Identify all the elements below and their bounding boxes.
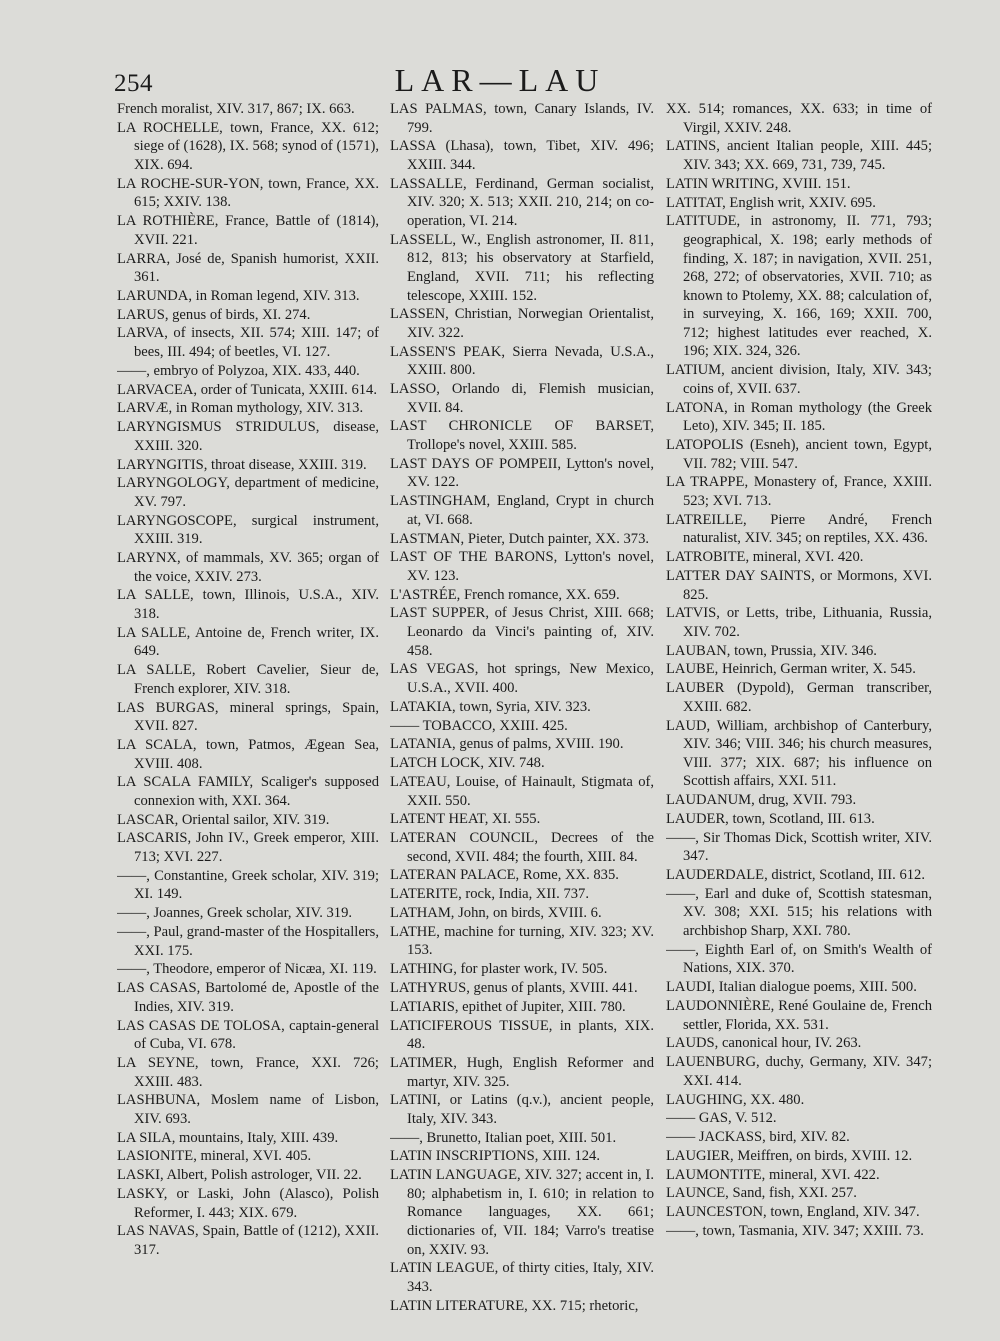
index-entry: LA SALLE, Robert Cavelier, Sieur de, French explorer, XIV. 318.	[117, 662, 379, 697]
index-entry: LATVIS, or Letts, tribe, Lithuania, Russia, XIV. 702.	[666, 605, 932, 640]
index-entry: LAST SUPPER, of Jesus Christ, XIII. 668; Leonardo da Vinci's painting of, XIV. 458.	[390, 605, 654, 659]
index-entry: LAUGHING, XX. 480.	[666, 1091, 805, 1108]
index-entry: ——, town, Tasmania, XIV. 347; XXIII. 73.	[666, 1223, 924, 1239]
index-entry: ——, Earl and duke of, Scottish statesman, XV. 308; XXI. 515; his relations with archbishop Sharp, XXI. 780.	[666, 885, 932, 940]
index-entry: —— JACKASS, bird, XIV. 82.	[666, 1129, 850, 1146]
index-entry: LATIN LITERATURE, XX. 715; rhetoric,	[390, 1297, 639, 1314]
index-entry: LATENT HEAT, XI. 555.	[390, 811, 541, 828]
index-entry: LA SEYNE, town, France, XXI. 726; XXIII. 483.	[117, 1054, 379, 1090]
index-entry: LASTINGHAM, England, Crypt in church at, VI. 668.	[390, 493, 654, 528]
index-entry: LAST DAYS OF POMPEII, Lytton's novel, XV. 122.	[390, 455, 654, 491]
index-entry: L'ASTRÉE, French romance, XX. 659.	[390, 586, 620, 603]
index-column-3	[666, 100, 932, 1320]
index-entry: LATHE, machine for turning, XIV. 323; XV. 153.	[390, 923, 654, 959]
index-entry: LARYNGOLOGY, department of medicine, XV. 797.	[117, 475, 379, 510]
index-entry: LATIN WRITING, XVIII. 151.	[666, 175, 851, 192]
index-entry: ——, Theodore, emperor of Nicæa, XI. 119.	[117, 961, 377, 978]
index-entry: LAS CASAS, Bartolomé de, Apostle of the Indies, XIV. 319.	[117, 980, 379, 1015]
index-entry: LATIN INSCRIPTIONS, XIII. 124.	[390, 1148, 600, 1165]
index-entry: LATHYRUS, genus of plants, XVIII. 441.	[390, 979, 638, 996]
index-entry: LATAKIA, town, Syria, XIV. 323.	[390, 698, 591, 715]
index-entry: LASCARIS, John IV., Greek emperor, XIII. 713; XVI. 227.	[117, 830, 379, 866]
index-entry: ——, Eighth Earl of, on Smith's Wealth of Nations, XIX. 370.	[666, 941, 932, 977]
index-entry: LA ROCHELLE, town, France, XX. 612; siege of (1628), IX. 568; synod of (1571), XIX. 694.	[117, 119, 379, 173]
index-entry: LAUBAN, town, Prussia, XIV. 346.	[666, 642, 877, 659]
index-entry: LAUBE, Heinrich, German writer, X. 545.	[666, 661, 916, 678]
index-entry: LAUNCE, Sand, fish, XXI. 257.	[666, 1185, 857, 1202]
index-entry: LATINI, or Latins (q.v.), ancient people, Italy, XIV. 343.	[390, 1092, 654, 1127]
index-entry: LAUNCESTON, town, England, XIV. 347.	[666, 1204, 920, 1221]
index-entry: LAUDS, canonical hour, IV. 263.	[666, 1035, 862, 1052]
index-entry: LATIN LEAGUE, of thirty cities, Italy, XIV. 343.	[390, 1260, 654, 1295]
index-entry: LARYNGISMUS STRIDULUS, disease, XXIII. 320.	[117, 419, 379, 454]
index-entry: LARUNDA, in Roman legend, XIV. 313.	[117, 287, 360, 304]
index-entry: —— GAS, V. 512.	[666, 1110, 777, 1127]
index-entry: ——, Paul, grand-master of the Hospitallers, XXI. 175.	[117, 924, 379, 959]
index-entry: LATHAM, John, on birds, XVIII. 6.	[390, 905, 602, 922]
index-entry: LASKI, Albert, Polish astrologer, VII. 22.	[117, 1167, 362, 1184]
index-entry: LAS BURGAS, mineral springs, Spain, XVII. 827.	[117, 699, 379, 735]
index-entry: LAS CASAS DE TOLOSA, captain-general of Cuba, VI. 678.	[117, 1017, 379, 1053]
index-entry: LAS VEGAS, hot springs, New Mexico, U.S.A., XVII. 400.	[390, 661, 654, 697]
index-entry: LAUMONTITE, mineral, XVI. 422.	[666, 1166, 880, 1183]
index-entry: LATERITE, rock, India, XII. 737.	[390, 886, 589, 903]
index-entry: LA SCALA FAMILY, Scaliger's supposed connexion with, XXI. 364.	[117, 774, 379, 809]
index-entry: LASSALLE, Ferdinand, German socialist, XIV. 320; X. 513; XXII. 210, 214; on co-operation, VI. 214.	[390, 175, 654, 229]
index-entry: LASKY, or Laski, John (Alasco), Polish Reformer, I. 443; XIX. 679.	[117, 1186, 379, 1221]
index-entry: LA SILA, mountains, Italy, XIII. 439.	[117, 1129, 339, 1146]
index-entry: LAUBER (Dypold), German transcriber, XXIII. 682.	[666, 680, 932, 715]
index-entry: LAUDANUM, drug, XVII. 793.	[666, 792, 857, 809]
index-entry: LATREILLE, Pierre André, French naturalist, XIV. 345; on reptiles, XX. 436.	[666, 511, 932, 547]
index-entry: LARYNGITIS, throat disease, XXIII. 319.	[117, 456, 367, 473]
index-entry: LAUD, William, archbishop of Canterbury, XIV. 346; VIII. 346; his church measures, VIII. 377; XIX. 687; his influence on Scottish affairs, XXI. 511.	[666, 717, 932, 790]
index-entry: LA ROCHE-SUR-YON, town, France, XX. 615; XXIV. 138.	[117, 175, 379, 211]
index-entry: LAUDONNIÈRE, René Goulaine de, French settler, Florida, XX. 531.	[666, 998, 932, 1033]
index-column-2	[390, 100, 654, 1320]
index-entry: LA ROTHIÈRE, France, Battle of (1814), XVII. 221.	[117, 213, 379, 248]
index-entry: LAUDI, Italian dialogue poems, XIII. 500.	[666, 979, 917, 996]
index-entry: LATERAN COUNCIL, Decrees of the second, XVII. 484; the fourth, XIII. 84.	[390, 830, 654, 865]
index-entry: LAUGIER, Meiffren, on birds, XVIII. 12.	[666, 1147, 913, 1164]
index-column-1	[117, 100, 379, 1320]
index-entry: LARYNX, of mammals, XV. 365; organ of the voice, XXIV. 273.	[117, 550, 379, 585]
index-entry: LATIMER, Hugh, English Reformer and martyr, XIV. 325.	[390, 1054, 654, 1090]
index-entry: ——, Sir Thomas Dick, Scottish writer, XIV. 347.	[666, 829, 932, 865]
index-entry: LAS NAVAS, Spain, Battle of (1212), XXII. 317.	[117, 1223, 379, 1258]
index-entry: LATICIFEROUS TISSUE, in plants, XIX. 48.	[390, 1017, 654, 1053]
index-entry: LATONA, in Roman mythology (the Greek Leto), XIV. 345; II. 185.	[666, 399, 932, 435]
index-entry: LASHBUNA, Moslem name of Lisbon, XIV. 693.	[117, 1092, 379, 1127]
index-entry: LASSA (Lhasa), town, Tibet, XIV. 496; XXIII. 344.	[390, 138, 654, 173]
index-entry: LATITAT, English writ, XXIV. 695.	[666, 194, 876, 211]
index-entry: LARUS, genus of birds, XI. 274.	[117, 306, 311, 323]
index-entry: LASSO, Orlando di, Flemish musician, XVII. 84.	[390, 381, 654, 416]
index-entry: LATINS, ancient Italian people, XIII. 445; XIV. 343; XX. 669, 731, 739, 745.	[666, 138, 932, 173]
index-entry: ——, Joannes, Greek scholar, XIV. 319.	[117, 905, 353, 922]
index-entry: LAUDERDALE, district, Scotland, III. 612.	[666, 867, 925, 884]
index-entry: LAST CHRONICLE OF BARSET, Trollope's novel, XXIII. 585.	[390, 418, 654, 453]
index-entry: ——, embryo of Polyzoa, XIX. 433, 440.	[117, 362, 360, 379]
index-entry: LASTMAN, Pieter, Dutch painter, XX. 373.	[390, 530, 650, 547]
index-entry: XX. 514; romances, XX. 633; in time of Virgil, XXIV. 248.	[666, 101, 932, 136]
index-entry: LA SALLE, town, Illinois, U.S.A., XIV. 318.	[117, 587, 379, 623]
running-head: LAR—LAU	[394, 62, 606, 98]
index-entry: LARVÆ, in Roman mythology, XIV. 313.	[117, 400, 364, 417]
index-entry: French moralist, XIV. 317, 867; IX. 663.	[117, 101, 355, 117]
index-entry: —— TOBACCO, XXIII. 425.	[390, 717, 568, 734]
index-entry: LASSEN, Christian, Norwegian Orientalist, XIV. 322.	[390, 306, 654, 341]
page-number: 254	[114, 70, 153, 97]
index-entry: LA SALLE, Antoine de, French writer, IX. 649.	[117, 624, 379, 660]
index-entry: LA TRAPPE, Monastery of, France, XXIII. 523; XVI. 713.	[666, 474, 932, 509]
index-entry: LAUDER, town, Scotland, III. 613.	[666, 810, 875, 827]
index-entry: LATOPOLIS (Esneh), ancient town, Egypt, VII. 782; VIII. 547.	[666, 437, 932, 472]
index-entry: LATHING, for plaster work, IV. 505.	[390, 961, 608, 978]
index-entry: LATIN LANGUAGE, XIV. 327; accent in, I. 80; alphabetism in, I. 610; in relation to Romance languages, XX. 661; dictionaries of, VII. 184; Varro's treatise on, XXIV. 93.	[390, 1167, 654, 1258]
index-entry: LASSEN'S PEAK, Sierra Nevada, U.S.A., XXIII. 800.	[390, 343, 654, 379]
index-entry: LATIUM, ancient division, Italy, XIV. 343; coins of, XVII. 637.	[666, 362, 932, 397]
index-entry: LATIARIS, epithet of Jupiter, XIII. 780.	[390, 998, 626, 1015]
index-entry: LATCH LOCK, XIV. 748.	[390, 755, 545, 772]
index-entry: LAUENBURG, duchy, Germany, XIV. 347; XXI. 414.	[666, 1054, 932, 1089]
index-entry: LATERAN PALACE, Rome, XX. 835.	[390, 867, 619, 884]
index-entry: LARRA, José de, Spanish humorist, XXII. 361.	[117, 250, 379, 286]
index-entry: LATITUDE, in astronomy, II. 771, 793; geographical, X. 198; early methods of finding, X. 187; in navigation, XVII. 251, 268, 272; of observatories, XVII. 710; as known to Ptolemy, XX. 88; calculation of, in surveying, X. 166, 169; XXII. 700, 712; highest latitudes ever reached, X. 196; XIX. 324, 326.	[666, 213, 932, 360]
index-entry: ——, Constantine, Greek scholar, XIV. 319; XI. 149.	[117, 867, 379, 903]
index-entry: LAS PALMAS, town, Canary Islands, IV. 799.	[390, 101, 654, 136]
index-entry: LA SCALA, town, Patmos, Ægean Sea, XVIII. 408.	[117, 736, 379, 772]
index-entry: LARYNGOSCOPE, surgical instrument, XXIII. 319.	[117, 512, 379, 548]
index-entry: LARVACEA, order of Tunicata, XXIII. 614.	[117, 381, 378, 398]
index-entry: LATROBITE, mineral, XVI. 420.	[666, 549, 864, 566]
index-entry: LASSELL, W., English astronomer, II. 811, 812, 813; his observatory at Starfield, England, XVII. 711; his reflecting telescope, XXIII. 152.	[390, 231, 654, 304]
index-entry: LATTER DAY SAINTS, or Mormons, XVI. 825.	[666, 567, 932, 603]
index-entry: ——, Brunetto, Italian poet, XIII. 501.	[390, 1129, 617, 1146]
index-entry: LATEAU, Louise, of Hainault, Stigmata of, XXII. 550.	[390, 773, 654, 809]
index-entry: LASCAR, Oriental sailor, XIV. 319.	[117, 811, 330, 828]
index-entry: LATANIA, genus of palms, XVIII. 190.	[390, 736, 624, 753]
index-entry: LASIONITE, mineral, XVI. 405.	[117, 1148, 312, 1165]
index-entry: LAST OF THE BARONS, Lytton's novel, XV. 123.	[390, 549, 654, 584]
index-entry: LARVA, of insects, XII. 574; XIII. 147; of bees, III. 494; of beetles, VI. 127.	[117, 325, 379, 361]
